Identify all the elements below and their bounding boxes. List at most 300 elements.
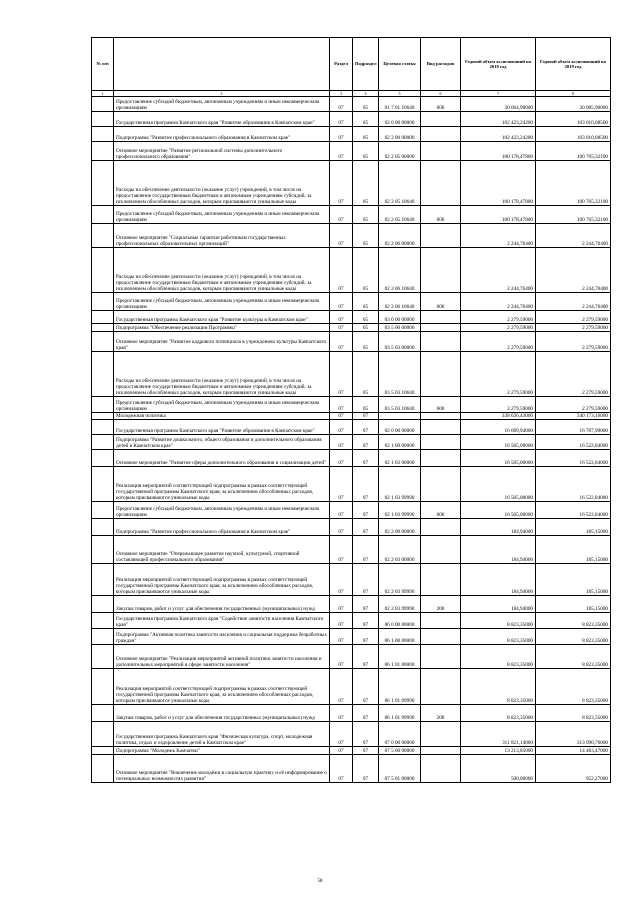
cell-amount-2019: 8 823,35000 <box>536 645 611 669</box>
cell-amount-2018: 500,00000 <box>461 755 536 783</box>
table-row <box>92 161 611 206</box>
cell-name: Предоставление субсидий бюджетным, автономным учреждениям и иным некоммерческим организациям <box>114 206 330 224</box>
cell-podrazdel: 07 <box>353 450 379 467</box>
cell-podrazdel: 05 <box>353 248 379 293</box>
cell-num <box>92 747 114 755</box>
cell-amount-2018: 16 505,00000 <box>461 435 536 450</box>
cell-razdel: 07 <box>330 127 353 142</box>
table-row <box>92 747 611 755</box>
table-row <box>92 705 611 722</box>
cell-num <box>92 324 114 332</box>
cell-target-article: 02 2 03 99990 <box>379 564 421 596</box>
cell-amount-2019: 8 823,35000 <box>536 705 611 722</box>
cell-podrazdel: 05 <box>353 127 379 142</box>
cell-amount-2019: 185,15000 <box>536 536 611 564</box>
cell-podrazdel: 07 <box>353 669 379 705</box>
cell-target-article: 06 0 00 00000 <box>379 613 421 629</box>
cell-num <box>92 311 114 324</box>
cell-num <box>92 669 114 705</box>
cell-target-article <box>379 413 421 420</box>
cell-target-article: 03 0 00 00000 <box>379 311 421 324</box>
cell-target-article: 02 1 03 99990 <box>379 467 421 502</box>
cell-podrazdel: 07 <box>353 502 379 519</box>
cell-name: Реализация мероприятий соответствующей подпрограммы в рамках соответствующей государственной программы Камчатского края, за исключением обособленных расходов, которым присваиваются уникальные коды <box>114 669 330 705</box>
cell-num <box>92 293 114 311</box>
cell-target-article: 02 0 00 00000 <box>379 420 421 435</box>
col-header-razdel: Раздел <box>330 38 353 91</box>
cell-amount-2019: 2 244,76400 <box>536 224 611 248</box>
cell-num <box>92 352 114 397</box>
cell-expense-type <box>421 450 461 467</box>
cell-amount-2018: 2 279,59000 <box>461 352 536 397</box>
table-row <box>92 206 611 224</box>
cell-expense-type <box>421 645 461 669</box>
cell-amount-2019: 2 279,59000 <box>536 332 611 352</box>
cell-expense-type: 600 <box>421 502 461 519</box>
cell-podrazdel: 07 <box>353 413 379 420</box>
cell-razdel: 07 <box>330 142 353 161</box>
cell-amount-2018: 8 823,35000 <box>461 705 536 722</box>
cell-name: Основное мероприятие "Развитие сферы дополнительного образования и социализации детей" <box>114 450 330 467</box>
cell-num <box>92 332 114 352</box>
cell-num <box>92 596 114 613</box>
cell-target-article: 02 1 00 00000 <box>379 435 421 450</box>
cell-target-article: 02 2 06 10640 <box>379 248 421 293</box>
cell-amount-2018: 100 178,47800 <box>461 161 536 206</box>
cell-num <box>92 224 114 248</box>
table-row <box>92 435 611 450</box>
cell-razdel: 07 <box>330 435 353 450</box>
cell-name: Расходы на обеспечение деятельности (оказание услуг) учреждений, в том числе на предоставление государственным бюджетным и автономным учреждениям субсидий, за исключением обособленных расходов, которым присваиваются уникальные коды <box>114 248 330 293</box>
cell-name: Закупка товаров, работ и услуг для обеспечения государственных (муниципальных) нужд <box>114 596 330 613</box>
cell-num <box>92 450 114 467</box>
cell-target-article: 06 1 01 99990 <box>379 669 421 705</box>
column-number: 5 <box>379 91 421 97</box>
cell-podrazdel: 07 <box>353 435 379 450</box>
cell-podrazdel: 05 <box>353 142 379 161</box>
cell-razdel: 07 <box>330 324 353 332</box>
table-row <box>92 613 611 629</box>
table-row <box>92 629 611 645</box>
cell-name: Государственная программа Камчатского края "Развитие образования в Камчатском крае" <box>114 420 330 435</box>
cell-num <box>92 629 114 645</box>
cell-razdel: 07 <box>330 420 353 435</box>
cell-razdel: 07 <box>330 248 353 293</box>
cell-amount-2019: 2 279,59000 <box>536 311 611 324</box>
cell-razdel: 07 <box>330 467 353 502</box>
col-header-2019: Годовой объем ассигнований на 2019 год <box>536 38 611 91</box>
cell-num <box>92 161 114 206</box>
cell-razdel: 07 <box>330 502 353 519</box>
col-header-podrazdel: Подраздел <box>353 38 379 91</box>
table-row <box>92 755 611 783</box>
cell-razdel: 07 <box>330 352 353 397</box>
table-row <box>92 669 611 705</box>
cell-amount-2019: 340 173,16000 <box>536 413 611 420</box>
column-number: 3 <box>330 91 353 97</box>
cell-razdel: 07 <box>330 722 353 747</box>
cell-razdel: 07 <box>330 596 353 613</box>
cell-name: Предоставление субсидий бюджетным, автономным учреждениям и иным некоммерческим организациям <box>114 97 330 112</box>
cell-razdel: 07 <box>330 206 353 224</box>
cell-num <box>92 397 114 413</box>
cell-name: Государственная программа Камчатского края "Развитие образования в Камчатском крае" <box>114 112 330 127</box>
cell-razdel: 07 <box>330 564 353 596</box>
cell-name: Реализация мероприятий соответствующей подпрограммы в рамках соответствующей государственной программы Камчатского края, за исключением обособленных расходов, которым присваиваются уникальные коды <box>114 564 330 596</box>
cell-amount-2019: 100 765,32100 <box>536 142 611 161</box>
page-number: 58 <box>317 879 323 884</box>
cell-num <box>92 564 114 596</box>
table-row <box>92 112 611 127</box>
cell-amount-2018: 184,94000 <box>461 596 536 613</box>
cell-amount-2019: 185,15000 <box>536 564 611 596</box>
cell-razdel: 07 <box>330 332 353 352</box>
cell-amount-2018: 2 244,76400 <box>461 248 536 293</box>
cell-podrazdel: 05 <box>353 224 379 248</box>
cell-target-article: 03 5 03 10640 <box>379 397 421 413</box>
cell-amount-2019: 16 522,84000 <box>536 435 611 450</box>
cell-expense-type <box>421 755 461 783</box>
table-row <box>92 352 611 397</box>
cell-podrazdel: 05 <box>353 397 379 413</box>
cell-amount-2019: 8 823,35000 <box>536 613 611 629</box>
cell-amount-2019: 16 707,99000 <box>536 420 611 435</box>
cell-expense-type: 200 <box>421 596 461 613</box>
cell-podrazdel: 07 <box>353 519 379 536</box>
cell-amount-2018: 16 505,00000 <box>461 450 536 467</box>
cell-podrazdel: 05 <box>353 324 379 332</box>
cell-target-article: 02 2 05 10640 <box>379 161 421 206</box>
cell-amount-2018: 2 279,59000 <box>461 397 536 413</box>
cell-name: Основное мероприятие "Социальные гарантии работникам государственных профессиональных образовательных организаций" <box>114 224 330 248</box>
cell-num <box>92 248 114 293</box>
cell-expense-type: 600 <box>421 397 461 413</box>
cell-amount-2019: 14 483,47000 <box>536 747 611 755</box>
cell-num <box>92 97 114 112</box>
cell-razdel: 07 <box>330 97 353 112</box>
cell-amount-2019: 313 090,76000 <box>536 722 611 747</box>
cell-target-article: 07 5 01 00000 <box>379 755 421 783</box>
cell-target-article: 02 2 03 99990 <box>379 596 421 613</box>
cell-num <box>92 502 114 519</box>
cell-name: Подпрограмма "Развитие профессионального образования в Камчатском крае" <box>114 519 330 536</box>
cell-podrazdel: 07 <box>353 467 379 502</box>
cell-expense-type <box>421 224 461 248</box>
cell-num <box>92 420 114 435</box>
cell-name: Основное мероприятие "Развитие кадрового потенциала в учреждениях культуры Камчатского края" <box>114 332 330 352</box>
cell-amount-2018: 2 279,59000 <box>461 332 536 352</box>
cell-amount-2019: 16 522,84000 <box>536 502 611 519</box>
cell-amount-2019: 30 085,90000 <box>536 97 611 112</box>
cell-num <box>92 142 114 161</box>
cell-expense-type <box>421 420 461 435</box>
cell-amount-2019: 100 765,32100 <box>536 206 611 224</box>
cell-amount-2018: 311 821,14000 <box>461 722 536 747</box>
cell-expense-type: 600 <box>421 206 461 224</box>
cell-amount-2018: 100 178,47800 <box>461 142 536 161</box>
cell-expense-type <box>421 669 461 705</box>
table-row <box>92 467 611 502</box>
column-number: 4 <box>353 91 379 97</box>
cell-expense-type <box>421 536 461 564</box>
table-row <box>92 324 611 332</box>
cell-name: Реализация мероприятий соответствующей подпрограммы в рамках соответствующей государственной программы Камчатского края, за исключением обособленных расходов, которым присваиваются уникальные коды <box>114 467 330 502</box>
cell-target-article: 02 2 05 00000 <box>379 142 421 161</box>
cell-expense-type <box>421 248 461 293</box>
cell-target-article: 06 1 00 00000 <box>379 629 421 645</box>
cell-name: Расходы на обеспечение деятельности (оказание услуг) учреждений, в том числе на предоставление государственным бюджетным и автономным учреждениям субсидий, за исключением обособленных расходов, которым присваиваются уникальные коды <box>114 161 330 206</box>
cell-razdel: 07 <box>330 645 353 669</box>
cell-expense-type <box>421 127 461 142</box>
cell-name: Государственная программа Камчатского края "Физическая культура, спорт, молодежная политика, отдых и оздоровление детей в Камчатском крае" <box>114 722 330 747</box>
cell-num <box>92 536 114 564</box>
cell-num <box>92 112 114 127</box>
cell-amount-2018: 100 178,47800 <box>461 206 536 224</box>
cell-name: Предоставление субсидий бюджетным, автономным учреждениям и иным некоммерческим организациям <box>114 293 330 311</box>
cell-target-article: 03 5 03 10640 <box>379 352 421 397</box>
budget-table <box>91 37 611 783</box>
table-row <box>92 722 611 747</box>
cell-amount-2019: 952,27000 <box>536 755 611 783</box>
table-row <box>92 332 611 352</box>
cell-expense-type: 600 <box>421 97 461 112</box>
cell-podrazdel: 05 <box>353 332 379 352</box>
cell-amount-2018: 102 423,24200 <box>461 127 536 142</box>
cell-podrazdel: 05 <box>353 112 379 127</box>
cell-target-article: 02 2 05 10640 <box>379 206 421 224</box>
table-row <box>92 224 611 248</box>
cell-target-article: 03 5 00 00000 <box>379 324 421 332</box>
cell-amount-2019: 16 522,84000 <box>536 467 611 502</box>
cell-podrazdel: 07 <box>353 420 379 435</box>
table-row <box>92 502 611 519</box>
cell-amount-2018: 2 244,76400 <box>461 224 536 248</box>
table-row <box>92 645 611 669</box>
cell-razdel: 07 <box>330 613 353 629</box>
cell-razdel: 07 <box>330 450 353 467</box>
col-header-2018: Годовой объем ассигнований на 2018 год <box>461 38 536 91</box>
table-row <box>92 536 611 564</box>
table-row <box>92 596 611 613</box>
table-row <box>92 413 611 420</box>
cell-podrazdel: 07 <box>353 564 379 596</box>
cell-amount-2019: 16 522,84000 <box>536 450 611 467</box>
table-row <box>92 127 611 142</box>
cell-amount-2018: 8 823,35000 <box>461 613 536 629</box>
cell-expense-type <box>421 311 461 324</box>
cell-amount-2019: 8 823,35000 <box>536 629 611 645</box>
cell-target-article: 02 0 00 00000 <box>379 112 421 127</box>
column-number: 8 <box>536 91 611 97</box>
cell-amount-2019: 185,15000 <box>536 519 611 536</box>
column-number: 7 <box>461 91 536 97</box>
cell-amount-2019: 2 279,59000 <box>536 324 611 332</box>
cell-amount-2018: 102 423,24200 <box>461 112 536 127</box>
cell-amount-2019: 2 244,76400 <box>536 293 611 311</box>
cell-amount-2019: 2 279,59000 <box>536 352 611 397</box>
table-row <box>92 142 611 161</box>
cell-podrazdel: 07 <box>353 755 379 783</box>
cell-name: Подпрограмма "Молодежь Камчатки" <box>114 747 330 755</box>
cell-amount-2018: 16 505,00000 <box>461 467 536 502</box>
cell-podrazdel: 07 <box>353 596 379 613</box>
cell-name: Закупка товаров, работ и услуг для обеспечения государственных (муниципальных) нужд <box>114 705 330 722</box>
cell-name: Основное мероприятие "Развитие региональной системы дополнительного профессионального образования" <box>114 142 330 161</box>
cell-razdel: 07 <box>330 629 353 645</box>
cell-name: Государственная программа Камчатского края "Развитие культуры в Камчатском крае" <box>114 311 330 324</box>
cell-amount-2018: 8 823,35000 <box>461 669 536 705</box>
cell-num <box>92 519 114 536</box>
col-header-num: № п/п <box>92 38 114 91</box>
table-row <box>92 450 611 467</box>
col-header-target-article: Целевая статья <box>379 38 421 91</box>
cell-expense-type <box>421 467 461 502</box>
cell-razdel: 07 <box>330 293 353 311</box>
cell-expense-type <box>421 324 461 332</box>
cell-podrazdel: 05 <box>353 352 379 397</box>
cell-target-article: 06 1 01 99990 <box>379 705 421 722</box>
cell-name: Подпрограмма "Обеспечение реализации Программы" <box>114 324 330 332</box>
cell-amount-2019: 185,15000 <box>536 596 611 613</box>
cell-num <box>92 645 114 669</box>
cell-expense-type <box>421 332 461 352</box>
table-row <box>92 311 611 324</box>
cell-amount-2018: 8 823,35000 <box>461 629 536 645</box>
cell-amount-2018: 30 064,90000 <box>461 97 536 112</box>
table-row <box>92 97 611 112</box>
cell-amount-2018: 8 823,35000 <box>461 645 536 669</box>
col-header-name <box>114 38 330 91</box>
cell-name: Основное мероприятие "Вовлечение молодёжи в социальную практику и её информирование о потенциальных возможностях развития" <box>114 755 330 783</box>
cell-razdel: 07 <box>330 536 353 564</box>
cell-podrazdel: 07 <box>353 705 379 722</box>
cell-razdel: 07 <box>330 705 353 722</box>
cell-amount-2018: 16 689,94000 <box>461 420 536 435</box>
cell-name: Расходы на обеспечение деятельности (оказание услуг) учреждений, в том числе на предоставление государственным бюджетным и автономным учреждениям субсидий, за исключением обособленных расходов, которым присваиваются уникальные коды <box>114 352 330 397</box>
cell-expense-type <box>421 161 461 206</box>
cell-expense-type <box>421 613 461 629</box>
cell-name: Предоставление субсидий бюджетным, автономным учреждениям и иным некоммерческим организациям <box>114 502 330 519</box>
cell-name: Подпрограмма "Развитие дошкольного, общего образования и дополнительного образования детей в Камчатском крае" <box>114 435 330 450</box>
cell-amount-2019: 103 010,08500 <box>536 127 611 142</box>
cell-num <box>92 206 114 224</box>
cell-target-article: 07 0 00 00000 <box>379 722 421 747</box>
cell-razdel: 07 <box>330 755 353 783</box>
table-row <box>92 248 611 293</box>
cell-num <box>92 467 114 502</box>
cell-expense-type <box>421 747 461 755</box>
cell-name: Подпрограмма "Активная политика занятости населения и социальная поддержка безработных граждан" <box>114 629 330 645</box>
cell-amount-2018: 16 505,00000 <box>461 502 536 519</box>
table-row <box>92 397 611 413</box>
cell-expense-type <box>421 435 461 450</box>
cell-target-article: 02 2 03 00000 <box>379 536 421 564</box>
cell-podrazdel: 05 <box>353 311 379 324</box>
cell-amount-2019: 8 823,35000 <box>536 669 611 705</box>
cell-expense-type <box>421 519 461 536</box>
cell-amount-2019: 100 765,32100 <box>536 161 611 206</box>
cell-num <box>92 755 114 783</box>
cell-amount-2018: 2 279,59000 <box>461 324 536 332</box>
cell-amount-2018: 184,94000 <box>461 536 536 564</box>
cell-num <box>92 435 114 450</box>
cell-name: Государственная программа Камчатского края "Содействие занятости населения Камчатского края" <box>114 613 330 629</box>
cell-expense-type <box>421 142 461 161</box>
cell-expense-type <box>421 564 461 596</box>
cell-razdel: 07 <box>330 519 353 536</box>
cell-podrazdel: 05 <box>353 293 379 311</box>
cell-amount-2018: 2 279,59000 <box>461 311 536 324</box>
cell-name: Основное мероприятие "Реализация мероприятий активной политики занятости населения и дополнительных мероприятий в сфере занятости населения" <box>114 645 330 669</box>
cell-podrazdel: 05 <box>353 161 379 206</box>
table-row <box>92 519 611 536</box>
cell-target-article: 02 2 06 00000 <box>379 224 421 248</box>
cell-target-article: 02 2 06 10640 <box>379 293 421 311</box>
cell-target-article: 06 1 01 00000 <box>379 645 421 669</box>
cell-expense-type: 600 <box>421 293 461 311</box>
column-number: 1 <box>92 91 114 97</box>
cell-expense-type <box>421 413 461 420</box>
cell-amount-2018: 13 213,85000 <box>461 747 536 755</box>
table-row <box>92 293 611 311</box>
cell-amount-2018: 184,94000 <box>461 519 536 536</box>
cell-target-article: 03 5 03 00000 <box>379 332 421 352</box>
cell-target-article: 07 5 00 00000 <box>379 747 421 755</box>
cell-podrazdel: 07 <box>353 747 379 755</box>
table-row <box>92 420 611 435</box>
cell-razdel: 07 <box>330 224 353 248</box>
cell-num <box>92 705 114 722</box>
cell-amount-2018: 338 636,43000 <box>461 413 536 420</box>
cell-podrazdel: 05 <box>353 206 379 224</box>
cell-name: Подпрограмма "Развитие профессионального образования в Камчатском крае" <box>114 127 330 142</box>
cell-podrazdel: 07 <box>353 629 379 645</box>
cell-target-article: 02 2 00 00000 <box>379 519 421 536</box>
cell-name: Молодежная политика <box>114 413 330 420</box>
cell-razdel: 07 <box>330 413 353 420</box>
cell-expense-type <box>421 629 461 645</box>
cell-target-article: 01 7 01 10640 <box>379 97 421 112</box>
cell-num <box>92 413 114 420</box>
column-number: 2 <box>114 91 330 97</box>
cell-name: Предоставление субсидий бюджетным, автономным учреждениям и иным некоммерческим организациям <box>114 397 330 413</box>
cell-amount-2019: 2 244,76400 <box>536 248 611 293</box>
cell-podrazdel: 07 <box>353 613 379 629</box>
cell-amount-2018: 2 244,76400 <box>461 293 536 311</box>
cell-expense-type: 200 <box>421 705 461 722</box>
cell-podrazdel: 05 <box>353 97 379 112</box>
cell-razdel: 07 <box>330 397 353 413</box>
cell-expense-type <box>421 722 461 747</box>
cell-amount-2019: 2 279,59000 <box>536 397 611 413</box>
cell-num <box>92 127 114 142</box>
table-body <box>92 97 611 783</box>
cell-razdel: 07 <box>330 747 353 755</box>
column-number: 6 <box>421 91 461 97</box>
cell-razdel: 07 <box>330 669 353 705</box>
cell-razdel: 07 <box>330 161 353 206</box>
budget-sheet <box>91 37 610 783</box>
cell-podrazdel: 07 <box>353 722 379 747</box>
cell-amount-2018: 184,94000 <box>461 564 536 596</box>
cell-num <box>92 613 114 629</box>
cell-amount-2019: 103 010,08500 <box>536 112 611 127</box>
cell-expense-type <box>421 352 461 397</box>
cell-name: Основное мероприятие "Опережающее развитие научной, культурной, спортивной составляющей профессионального образования" <box>114 536 330 564</box>
cell-num <box>92 722 114 747</box>
cell-target-article: 02 1 03 00000 <box>379 450 421 467</box>
cell-expense-type <box>421 112 461 127</box>
